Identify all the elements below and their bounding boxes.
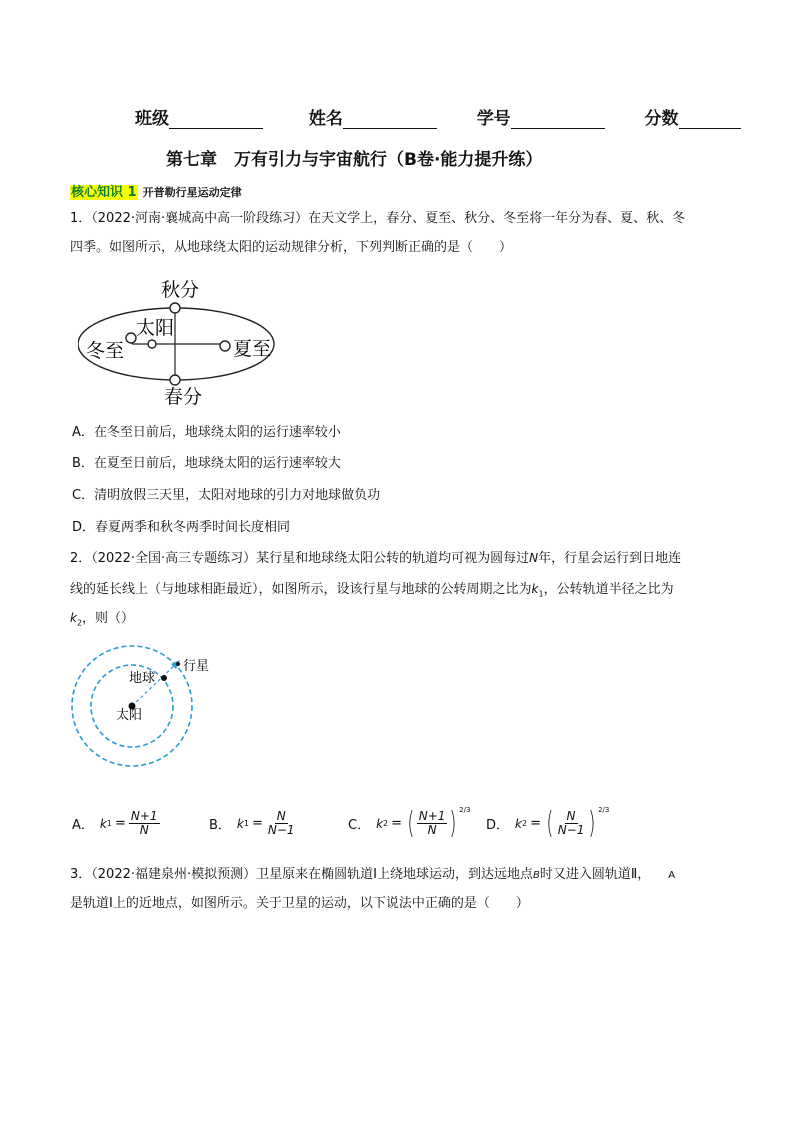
class-blank[interactable] <box>169 111 263 129</box>
q3-line1-text: 3．（2022·福建泉州·模拟预测）卫星原来在椭圆轨道Ⅰ上绕地球运动，到达远地点 <box>70 867 533 882</box>
earth-label: 地球 <box>129 671 156 686</box>
q2-option-d-label: D． <box>486 818 510 833</box>
summer-point <box>220 341 230 351</box>
q2-option-c-sub: 2 <box>383 819 389 828</box>
autumn-label: 秋分 <box>161 279 200 301</box>
id-blank[interactable] <box>511 111 605 129</box>
q2-line3 <box>70 608 134 634</box>
q2-line1 <box>70 548 681 569</box>
frac-num: N+1 <box>418 809 446 823</box>
q2-line3-text: ，则（） <box>82 611 135 626</box>
q2-orbit-figure <box>68 640 248 776</box>
q2-option-b-frac <box>266 810 297 837</box>
q2-option-b-label: B． <box>209 818 231 833</box>
frac-den: N <box>139 823 149 837</box>
q2-option-c-frac <box>417 810 448 837</box>
q2-line1-end: 年，行星会运行到日地连 <box>538 551 682 566</box>
spring-label: 春分 <box>164 386 203 408</box>
section-heading <box>70 181 242 200</box>
q2-option-b-sub: 1 <box>243 819 249 828</box>
q3-var-a: A <box>668 870 676 881</box>
q2-var-k1: k <box>531 582 539 596</box>
q2-line2-text-a: 线的延长线上（与地球相距最近），如图所示，设该行星与地球的公转周期之比为 <box>70 582 532 597</box>
q2-option-a-label: A． <box>72 818 94 833</box>
q1-option-a[interactable]: A．在冬至日前后，地球绕太阳的运行速率较小 <box>72 425 341 440</box>
frac-num: N+1 <box>130 809 158 823</box>
score-label: 分数 <box>644 109 679 129</box>
q1-line2: 四季。如图所示，从地球绕太阳的运动规律分析，下列判断正确的是（ ） <box>70 240 513 255</box>
q2-option-a-sub: 1 <box>106 819 112 828</box>
q2-line2-text-b: ，公转轨道半径之比为 <box>543 582 674 597</box>
q2-option-c-label: C． <box>348 818 371 833</box>
q1-line1: 1．（2022·河南·襄城高中高一阶段练习）在天文学上，春分、夏至、秋分、冬至将一年分为春、夏、秋、冬 <box>70 211 686 226</box>
winter-point <box>126 333 136 343</box>
q2-var-k2-sub: 2 <box>76 618 83 628</box>
q2-option-d-exp: 2/3 <box>598 806 610 814</box>
q2-line1-text: 2．（2022·全国·高三专题练习）某行星和地球绕太阳公转的轨道均可视为圆每过 <box>70 551 530 566</box>
q2-option-a-frac <box>129 810 160 837</box>
frac-den: N−1 <box>267 823 295 837</box>
q2-option-b-k: k <box>236 816 244 831</box>
class-label: 班级 <box>135 109 169 129</box>
planet-dot <box>176 662 180 666</box>
q2-option-a[interactable]: A． k 1 = $\frac{N+1}{N}$ <box>72 809 158 837</box>
id-label: 学号 <box>476 109 511 129</box>
page-title: 第七章 万有引力与宇宙航行（B卷·能力提升练） <box>166 150 543 170</box>
q2-option-d[interactable]: D． k 2 = ( $\frac{N}{N-1}$ ) $^{2/3}$ <box>486 806 610 841</box>
q1-orbit-figure <box>78 272 288 408</box>
q2-option-c[interactable]: C． k 2 = ( $\frac{N+1}{N}$ ) $^{2/3}$ <box>348 806 471 841</box>
sun-label-2: 太阳 <box>116 708 143 723</box>
sun-point <box>148 340 156 348</box>
q2-option-c-k: k <box>376 816 384 831</box>
q3-line1-text-b: 时又进入圆轨道Ⅱ， <box>539 867 651 882</box>
winter-label: 冬至 <box>86 340 125 362</box>
q1-option-b[interactable]: B．在夏至日前后，地球绕太阳的运行速率较大 <box>72 456 341 471</box>
q2-line2 <box>70 579 674 605</box>
q2-option-c-exp: 2/3 <box>459 806 471 814</box>
q2-var-n: N <box>529 551 539 565</box>
q3-line1 <box>70 865 675 886</box>
q1-option-d[interactable]: D．春夏两季和秋冬两季时间长度相同 <box>72 520 291 535</box>
section-name: 开普勒行星运动定律 <box>142 186 242 199</box>
summer-label: 夏至 <box>233 338 272 360</box>
q1-option-c[interactable]: C．清明放假三天里，太阳对地球的引力对地球做负功 <box>72 488 381 503</box>
planet-label: 行星 <box>183 659 210 674</box>
earth-dot <box>161 675 167 681</box>
score-blank[interactable] <box>679 111 741 129</box>
autumn-point <box>170 303 180 313</box>
spring-point <box>170 375 180 385</box>
q2-option-d-sub: 2 <box>521 819 528 828</box>
q2-var-k1-sub: 1 <box>538 589 544 599</box>
section-tag: 核心知识 1 <box>71 185 137 200</box>
q3-var-b: B <box>532 870 540 881</box>
q2-option-d-frac <box>556 810 587 837</box>
q3-line2: 是轨道Ⅰ上的近地点，如图所示。关于卫星的运动，以下说法中正确的是（ ） <box>70 896 529 911</box>
frac-num: N <box>566 809 576 823</box>
q2-var-k2: k <box>70 611 77 625</box>
q2-option-b[interactable]: B． k 1 = $\frac{N}{N-1}$ <box>209 809 295 837</box>
frac-num: N <box>276 809 286 823</box>
name-label: 姓名 <box>308 109 343 129</box>
q2-option-d-k: k <box>515 816 522 831</box>
name-blank[interactable] <box>343 111 437 129</box>
frac-den: N−1 <box>557 823 585 837</box>
frac-den: N <box>427 823 437 837</box>
header-row <box>135 104 741 129</box>
sun-label: 太阳 <box>136 317 175 339</box>
q2-option-a-k: k <box>99 816 107 831</box>
